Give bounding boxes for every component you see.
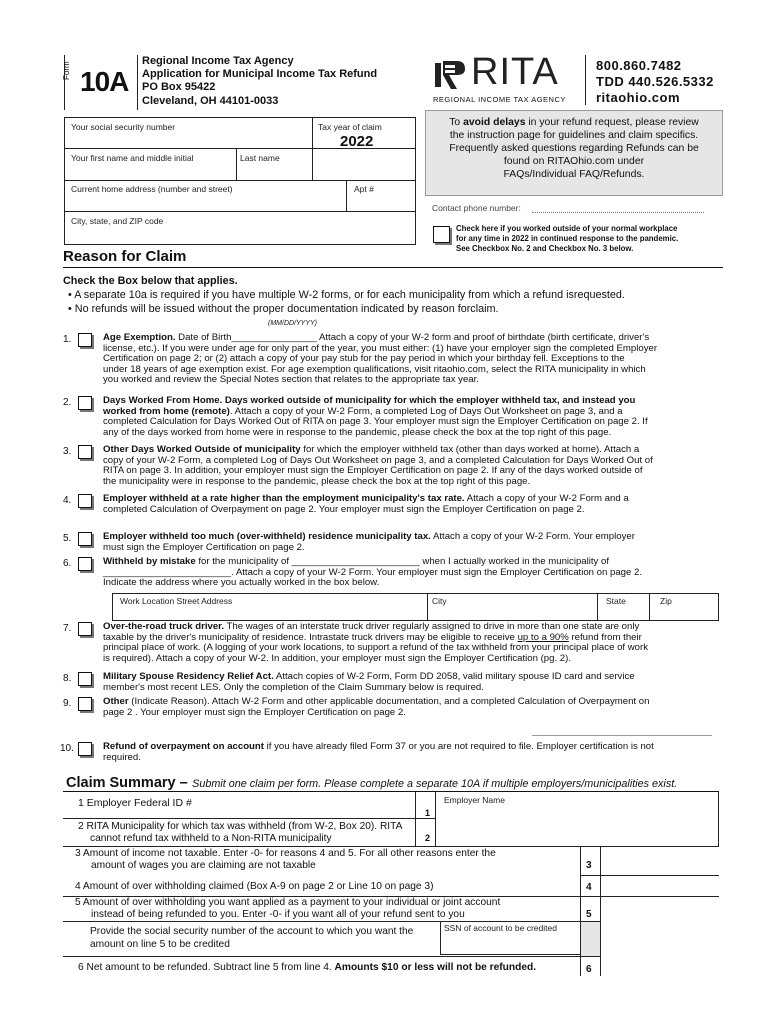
tax-year-label: Tax year of claim xyxy=(318,122,382,132)
reason-instruction: Check the Box below that applies. xyxy=(63,275,238,287)
claim-summary-heading: Claim Summary – Submit one claim per form. Please complete a separate 10A if multiple employers/municipalities exist. xyxy=(66,775,678,791)
reason-checkbox-8[interactable] xyxy=(78,672,92,686)
other-reason-line[interactable] xyxy=(532,735,712,736)
reason-line: Indicate the address where you actually worked in the box below. xyxy=(103,577,380,589)
work-state-label: State xyxy=(606,596,626,606)
reason-line: Military Spouse Residency Relief Act. Attach copies of W-2 Form, Form DD 2058, valid military spouse ID card and service xyxy=(103,671,635,682)
last-name-input[interactable] xyxy=(240,165,410,177)
reason-line: completed Calculation for Days Worked Out of RITA on page 3. Your employer must sign the Employer Certification on page 2. If xyxy=(103,416,648,428)
reason-checkbox-9[interactable] xyxy=(78,697,92,711)
apt-input[interactable] xyxy=(352,196,412,208)
reason-line: Refund of overpayment on account if you have already filed Form 37 or you are not required to file. Employer certification is not xyxy=(103,741,654,752)
reason-line: you worked and review the Special Notes section that relates to the appropriate tax year. xyxy=(103,374,479,386)
reason-number: 5. xyxy=(63,533,72,544)
reason-line: Withheld by mistake for the municipality of ________________________ when I actually worked in the municipality of xyxy=(103,556,610,567)
agency-city: Cleveland, OH 44101-0033 xyxy=(142,95,279,107)
website[interactable]: ritaohio.com xyxy=(596,90,681,105)
reason-text-6 xyxy=(103,557,717,589)
reason-checkbox-2[interactable] xyxy=(78,396,92,410)
line6-amount-input[interactable] xyxy=(604,960,714,974)
reason-checkbox-10[interactable] xyxy=(78,742,92,756)
employer-name-label: Employer Name xyxy=(444,795,505,805)
reason-checkbox-7[interactable] xyxy=(78,622,92,636)
reason-number: 2. xyxy=(63,397,72,408)
reason-line: Certification on page 2; or (2) attach a copy of your pay stub for the pay period in which your birthday fell. Exceptions to the xyxy=(103,353,625,365)
reason-line: Other (Indicate Reason). Attach W-2 Form and other applicable documentation, and a completed Calculation of Overpayment on xyxy=(103,696,650,707)
summary-line-1: 1 Employer Federal ID # xyxy=(78,797,192,809)
reason-line: Days Worked From Home. Days worked outside of municipality for which the employer withheld tax, and instead you xyxy=(103,395,636,406)
rita-municipality-input[interactable] xyxy=(442,828,712,842)
reason-number: 7. xyxy=(63,623,72,634)
reason-text-10 xyxy=(103,742,717,763)
reason-line: page 2 . Your employer must sign the Employer Certification on page 2. xyxy=(103,706,406,718)
reason-line: copy of your W-2 Form, a completed Log of Days Out Worksheet on page 3, and a completed Calculation for Days Worked Out of xyxy=(103,454,653,466)
po-box: PO Box 95422 xyxy=(142,81,216,93)
line4-amount-input[interactable] xyxy=(604,880,714,894)
reason-line: Other Days Worked Outside of municipality for which the employer withheld tax (other than days worked at home). Attach a xyxy=(103,444,640,455)
reason-line: the municipality were in response to the pandemic, please check the box at the top right of this page. xyxy=(103,475,531,487)
reason-text-4 xyxy=(103,494,717,515)
pandemic-workplace-text: Check here if you worked outside of your normal workplace for any time in 2022 in continued response to the pandemic. See Checkbox No. 2 and Checkbox No. 3 below. xyxy=(456,224,679,253)
ssn-credit-label: SSN of account to be credited xyxy=(444,923,557,933)
last-name-label: Last name xyxy=(240,153,280,163)
reason-line: any of the days worked from home were in response to the pandemic, please check the box at the top right of this page. xyxy=(103,426,612,438)
ssn-grey-area xyxy=(581,922,600,956)
notice-text: To avoid delays in your refund request, please review the instruction page for guidelines and claim specifics. Frequently asked questions regarding Refunds can be found on RITAOhio.com under FAQs/Individual FAQ/Refunds. xyxy=(449,117,699,180)
city-label: City, state, and ZIP code xyxy=(71,216,164,226)
reason-number: 3. xyxy=(63,446,72,457)
reason-text-1 xyxy=(103,333,717,386)
first-name-label: Your first name and middle initial xyxy=(71,153,194,163)
ssn-credit-text: Provide the social security number of the account to which you want the amount on line 5 to be credited xyxy=(90,926,414,950)
reason-number: 1. xyxy=(63,334,72,345)
reason-line: completed Calculation of Overpayment on page 2. Your employer must sign the Employer Certification on page 2. xyxy=(103,503,585,515)
reason-checkbox-1[interactable] xyxy=(78,333,92,347)
reason-line: Employer withheld at a rate higher than the employment municipality's tax rate. Attach a copy of your W-2 Form and a xyxy=(103,493,629,504)
reason-line: RITA on page 3. In addition, your employer must sign the Employer Certification on page 2. If any of the days worked outside of xyxy=(103,465,643,477)
summary-line-6: 6 Net amount to be refunded. Subtract line 5 from line 4. Amounts $10 or less will not be refunded. xyxy=(78,962,537,973)
reason-text-8 xyxy=(103,672,717,693)
agency-name: Regional Income Tax Agency xyxy=(142,55,294,67)
logo-text: RITA xyxy=(471,51,559,93)
reason-text-2 xyxy=(103,396,717,438)
reason-text-5 xyxy=(103,532,717,553)
rita-logo xyxy=(433,51,578,107)
reason-line: ________________________. Attach a copy of your W-2 Form. Your employer must sign the Employer Certification on page 2. xyxy=(103,566,643,578)
logo-subtext: REGIONAL INCOME TAX AGENCY xyxy=(433,95,566,104)
reason-number: 4. xyxy=(63,495,72,506)
reason-number: 8. xyxy=(63,673,72,684)
reason-text-7 xyxy=(103,622,717,664)
reason-line: is required). Attach a copy of your W-2. In addition, your employer must sign the Employer Certification (pg. 2). xyxy=(103,652,571,664)
reason-checkbox-3[interactable] xyxy=(78,445,92,459)
reason-checkbox-5[interactable] xyxy=(78,532,92,546)
summary-line-2: 2 RITA Municipality for which tax was withheld (from W-2, Box 20). RITA cannot refund tax withheld to a Non-RITA municipality xyxy=(78,821,403,844)
work-zip-label: Zip xyxy=(660,596,672,606)
address-label: Current home address (number and street) xyxy=(71,184,233,194)
reason-line: taxable by the driver's municipality of residence. Intrastate truck drivers may be eligible to receive up to a 90% refund from their xyxy=(103,631,642,643)
form-word: Form xyxy=(62,61,71,80)
reason-checkbox-4[interactable] xyxy=(78,494,92,508)
work-street-label: Work Location Street Address xyxy=(120,596,233,606)
tdd-number: TDD 440.526.5332 xyxy=(596,74,714,89)
reason-line: required. xyxy=(103,751,141,763)
phone-number: 800.860.7482 xyxy=(596,58,682,73)
ssn-input[interactable] xyxy=(70,134,305,146)
summary-n2: 2 xyxy=(425,833,431,843)
employer-name-input[interactable] xyxy=(442,808,712,822)
reason-line: member's most recent LES. Only the completion of the Claim Summary below is required. xyxy=(103,681,484,693)
summary-n1: 1 xyxy=(425,808,431,818)
logo-divider xyxy=(585,55,586,105)
reason-title: Reason for Claim xyxy=(63,248,187,265)
reason-line: must sign the Employer Certification on page 2. xyxy=(103,541,305,553)
reason-line: license, etc.). If you were under age for only part of the year, you must either: (1) have your employer sign the completed Employer xyxy=(103,342,658,354)
ssn-label: Your social security number xyxy=(71,122,176,132)
rita-logo-icon xyxy=(435,59,465,91)
summary-n3: 3 xyxy=(586,860,592,871)
reason-line: Age Exemption. Date of Birth________________ Attach a copy of your W-2 form and proof of birthdate (birth certificate, driver's xyxy=(103,332,650,343)
tax-year-value[interactable]: 2022 xyxy=(340,133,374,150)
contact-phone-label: Contact phone number: xyxy=(432,203,521,213)
summary-n4: 4 xyxy=(586,882,592,893)
summary-line-5: 5 Amount of over withholding you want applied as a payment to your individual or joint account instead of being refunded to you. Enter -0- if you want all of your refund sent to you xyxy=(75,897,501,920)
reason-checkbox-6[interactable] xyxy=(78,557,92,571)
address-input[interactable] xyxy=(70,196,340,208)
reason-bullet-1: • A separate 10a is required if you have multiple W-2 forms, or for each municipality from which a refund isrequested. xyxy=(68,289,625,301)
pandemic-workplace-checkbox[interactable] xyxy=(433,226,450,243)
dob-hint: (MM/DD/YYYY) xyxy=(268,320,317,327)
summary-line-4: 4 Amount of over withholding claimed (Box A-9 on page 2 or Line 10 on page 3) xyxy=(75,881,434,892)
reason-line: Employer withheld too much (over-withheld) residence municipality tax. Attach a copy of your W-2 Form. Your employer xyxy=(103,531,635,542)
summary-n5: 5 xyxy=(586,909,592,920)
line3-amount-input[interactable] xyxy=(604,858,714,872)
reason-text-9 xyxy=(103,697,717,718)
apt-label: Apt # xyxy=(354,184,374,194)
employer-fein-input[interactable] xyxy=(200,797,410,811)
form-title: Application for Municipal Income Tax Refund xyxy=(142,68,378,80)
reason-line: under 18 years of age exemption exist. For age exemption qualifications, visit ritaohio.com, select the RITA municipality in which xyxy=(103,363,646,375)
reason-number: 9. xyxy=(63,698,72,709)
first-name-input[interactable] xyxy=(70,165,230,177)
reason-line: Over-the-road truck driver. The wages of an interstate truck driver regularly assigned to drive in more than one state are only xyxy=(103,621,640,632)
contact-phone-line[interactable] xyxy=(532,212,704,213)
reason-line: worked from home (remote). Attach a copy of your W-2 Form, a completed Log of Days Out Worksheet on page 3, and a xyxy=(103,405,623,417)
reason-line: principal place of work. (A logging of your work locations, to support a refund of the tax withheld from your principal place of work xyxy=(103,642,648,654)
city-input[interactable] xyxy=(70,228,410,240)
summary-n6: 6 xyxy=(586,964,592,975)
summary-line-3: 3 Amount of income not taxable. Enter -0- for reasons 4 and 5. For all other reasons enter the amount of wages you are claiming are not taxable xyxy=(75,848,496,871)
reason-text-3 xyxy=(103,445,717,487)
line5-amount-input[interactable] xyxy=(604,906,714,920)
reason-number: 10. xyxy=(60,743,74,754)
reason-number: 6. xyxy=(63,558,72,569)
form-number: 10A xyxy=(80,66,129,97)
work-city-label: City xyxy=(432,596,447,606)
reason-bullet-2: • No refunds will be issued without the proper documentation indicated by reason forclaim. xyxy=(68,303,499,315)
